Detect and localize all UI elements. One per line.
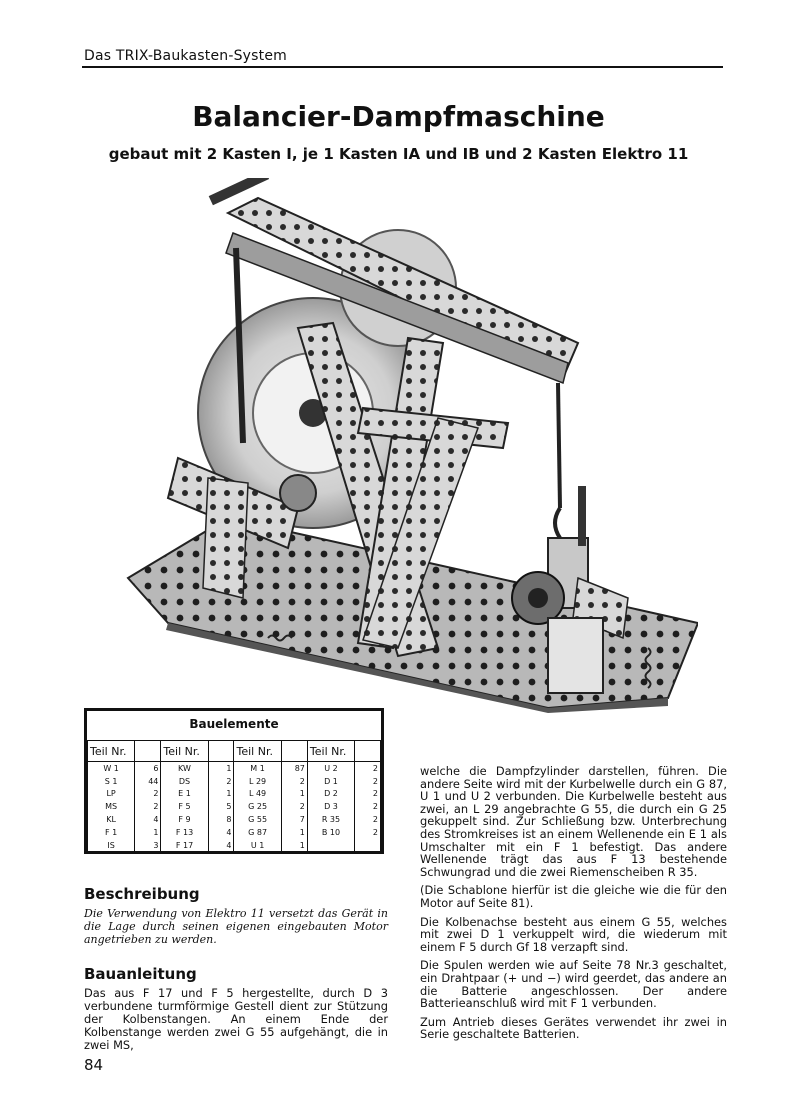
table-row: [88, 788, 381, 801]
instructions-paragraph: (Die Schablone hierfür ist die gleiche wie die für den Motor auf Seite 81).: [420, 883, 727, 910]
part-number-cell: E 1: [161, 788, 208, 801]
part-count-cell: 2: [208, 775, 234, 788]
instructions-paragraph: Zum Antrieb dieses Gerätes verwendet ihr zwei in Serie geschaltete Batterien.: [420, 1014, 727, 1042]
part-number-cell: IS: [88, 839, 135, 852]
part-number-cell: S 1: [88, 775, 135, 788]
part-count-cell: 4: [135, 813, 161, 826]
table-row: [88, 826, 381, 839]
beschreibung-text: Die Verwendung von Elektro 11 versetzt das Gerät in die Lage durch seinen eigenen eingebauten Motor angetrieben zu werden.: [84, 907, 388, 946]
part-number-cell: G 55: [234, 813, 281, 826]
part-count-cell: 8: [208, 813, 234, 826]
part-count-cell: 2: [281, 800, 307, 813]
table-row: [88, 775, 381, 788]
col-header: Teil Nr.: [88, 741, 135, 762]
part-number-cell: U 2: [307, 762, 354, 775]
part-count-cell: 4: [208, 839, 234, 852]
part-count-cell: 87: [281, 762, 307, 775]
part-count-cell: 2: [355, 788, 381, 801]
part-count-cell: 4: [208, 826, 234, 839]
part-count-cell: 2: [355, 762, 381, 775]
part-number-cell: L 49: [234, 788, 281, 801]
part-number-cell: B 10: [307, 826, 354, 839]
part-number-cell: [307, 839, 354, 852]
bauanleitung-section: [84, 965, 388, 1052]
col-header: Teil Nr.: [307, 741, 354, 762]
part-count-cell: 2: [355, 826, 381, 839]
table-row: [88, 762, 381, 775]
bauanleitung-heading: Bauanleitung: [84, 965, 197, 983]
part-number-cell: KL: [88, 813, 135, 826]
series-header: Das TRIX-Baukasten-System: [84, 48, 287, 64]
part-count-cell: 1: [281, 839, 307, 852]
part-count-cell: 44: [135, 775, 161, 788]
table-row: [88, 839, 381, 852]
part-number-cell: KW: [161, 762, 208, 775]
part-number-cell: D 1: [307, 775, 354, 788]
table-row: [88, 813, 381, 826]
part-count-cell: 2: [135, 788, 161, 801]
part-number-cell: F 9: [161, 813, 208, 826]
part-count-cell: [355, 839, 381, 852]
part-number-cell: LP: [88, 788, 135, 801]
part-number-cell: F 17: [161, 839, 208, 852]
part-number-cell: F 5: [161, 800, 208, 813]
part-count-cell: 1: [208, 762, 234, 775]
instructions-column: [420, 765, 727, 1047]
steam-engine-photo: [108, 178, 698, 713]
page-title: Balancier-Dampfmaschine: [192, 100, 605, 133]
page-subtitle: gebaut mit 2 Kasten I, je 1 Kasten IA und IB und 2 Kasten Elektro 11: [108, 145, 689, 163]
part-number-cell: MS: [88, 800, 135, 813]
parts-header-row: [88, 741, 381, 762]
part-number-cell: L 29: [234, 775, 281, 788]
part-count-cell: 5: [208, 800, 234, 813]
header-rule: [82, 66, 723, 68]
part-number-cell: F 1: [88, 826, 135, 839]
part-count-cell: 1: [135, 826, 161, 839]
bauanleitung-text: Das aus F 17 und F 5 hergestellte, durch D 3 verbundene turmförmige Gestell dient zur Stützung der Kolbenstangen. An einem Ende der Kolbenstange werden zwei G 55 aufgehängt, die in zwei MS,: [84, 986, 388, 1052]
beschreibung-section: [84, 885, 388, 946]
part-count-cell: 3: [135, 839, 161, 852]
part-count-cell: 2: [281, 775, 307, 788]
part-number-cell: R 35: [307, 813, 354, 826]
part-count-cell: 1: [208, 788, 234, 801]
part-number-cell: D 3: [307, 800, 354, 813]
col-header: Teil Nr.: [161, 741, 208, 762]
part-number-cell: G 87: [234, 826, 281, 839]
part-count-cell: 7: [281, 813, 307, 826]
instructions-paragraph: Die Spulen werden wie auf Seite 78 Nr.3 geschaltet, ein Drahtpaar (+ und −) wird geerdet, das andere an die Batterie angeschlossen. Der andere Batterieanschluß wird mit F 1 verbunden.: [420, 958, 727, 1011]
page-number: 84: [84, 1056, 104, 1074]
parts-grid: [87, 740, 381, 852]
part-number-cell: G 25: [234, 800, 281, 813]
part-number-cell: W 1: [88, 762, 135, 775]
col-header: Teil Nr.: [234, 741, 281, 762]
part-count-cell: 2: [355, 775, 381, 788]
instructions-paragraph: welche die Dampfzylinder darstellen, führen. Die andere Seite wird mit der Kurbelwelle durch ein G 87, U 1 und U 2 verbunden. Die Kurbelwelle besteht aus zwei, an L 29 angebrachte G 55, die durch ein G 25 gekuppelt sind. Zur Schließung bzw. Unterbrechung des Stromkreises ist an einem Wellenende ein E 1 als Umschalter mit ein F 1 befestigt. Das andere Wellenende trägt das aus F 13 bestehende Schwungrad und die zwei Riemenscheiben R 35.: [420, 764, 727, 879]
parts-table: [84, 708, 384, 854]
parts-table-caption: Bauelemente: [189, 717, 279, 731]
part-count-cell: 2: [135, 800, 161, 813]
part-count-cell: 2: [355, 800, 381, 813]
part-count-cell: 1: [281, 826, 307, 839]
table-row: [88, 800, 381, 813]
instructions-paragraph: Die Kolbenachse besteht aus einem G 55, welches mit zwei D 1 verkuppelt wird, die wiederum mit einem F 5 durch Gf 18 verzapft sind.: [420, 914, 727, 954]
part-count-cell: 2: [355, 813, 381, 826]
part-number-cell: M 1: [234, 762, 281, 775]
part-number-cell: F 13: [161, 826, 208, 839]
beschreibung-heading: Beschreibung: [84, 885, 200, 903]
part-count-cell: 6: [135, 762, 161, 775]
part-count-cell: 1: [281, 788, 307, 801]
part-number-cell: D 2: [307, 788, 354, 801]
part-number-cell: U 1: [234, 839, 281, 852]
part-number-cell: DS: [161, 775, 208, 788]
